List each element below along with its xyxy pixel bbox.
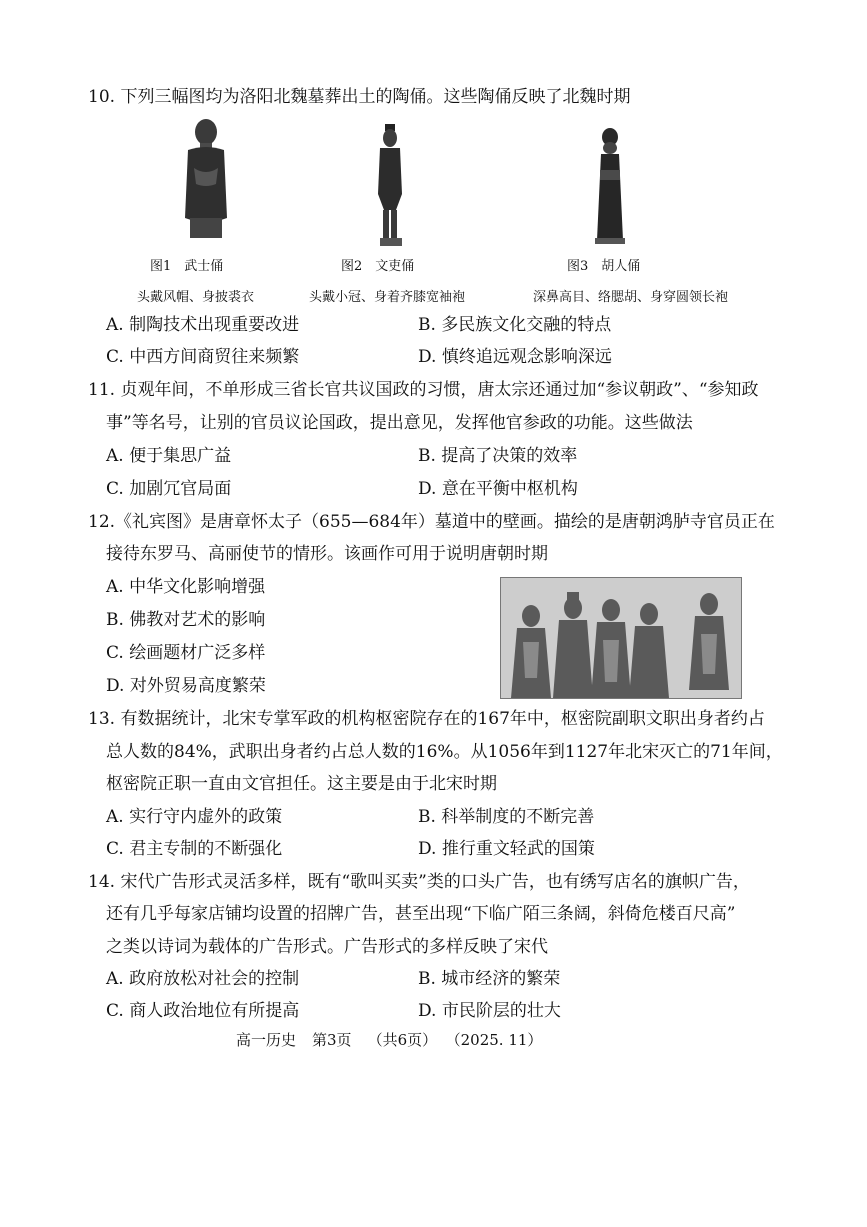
- q14-option-d: D. 市民阶层的壮大: [418, 1001, 561, 1021]
- q10-option-a: A. 制陶技术出现重要改进: [106, 315, 300, 335]
- q11-option-a: A. 便于集思广益: [106, 446, 232, 466]
- fig3-caption: 图3 胡人俑: [567, 259, 641, 274]
- q12-option-d: D. 对外贸易高度繁荣: [106, 676, 266, 696]
- fig1-caption: 图1 武士俑: [150, 259, 224, 274]
- q11-stem-line-1: 11. 贞观年间，不单形成三省长官共议国政的习惯，唐太宗还通过加“参议朝政”、“参知政: [88, 380, 759, 400]
- q13-stem-line-1: 13. 有数据统计，北宋专掌军政的机构枢密院存在的167年中，枢密院副职文职出身者约占: [88, 709, 765, 729]
- fig2-description: 头戴小冠、身着齐膝宽袖袍: [309, 290, 466, 305]
- official-figurine-image: [372, 124, 408, 248]
- reception-mural-image: [500, 577, 742, 699]
- q13-option-d: D. 推行重文轻武的国策: [418, 839, 595, 859]
- q14-option-c: C. 商人政治地位有所提高: [106, 1001, 300, 1021]
- fig2-caption: 图2 文吏俑: [341, 259, 415, 274]
- footer-subject: 高一历史: [236, 1031, 297, 1049]
- q11-option-b: B. 提高了决策的效率: [418, 446, 578, 466]
- fig3-description: 深鼻高目、络腮胡、身穿圆领长袍: [533, 290, 729, 305]
- footer-total-pages: （共6页）: [367, 1031, 438, 1049]
- footer-page-number: 第3页: [312, 1031, 352, 1049]
- q12-stem-line-2: 接待东罗马、高丽使节的情形。该画作可用于说明唐朝时期: [106, 544, 548, 564]
- q10-option-c: C. 中西方间商贸往来频繁: [106, 347, 300, 367]
- q11-stem-line-2: 事”等名号，让别的官员议论国政，提出意见，发挥他官参政的功能。这些做法: [106, 413, 693, 433]
- foreigner-figurine-image: [592, 128, 628, 244]
- q14-stem-line-1: 14. 宋代广告形式灵活多样，既有“歌叫买卖”类的口头广告，也有绣写店名的旗帜广告，: [88, 872, 750, 892]
- q12-option-a: A. 中华文化影响增强: [106, 577, 266, 597]
- q14-stem-line-2: 还有几乎每家店铺均设置的招牌广告，甚至出现“下临广陌三条阔，斜倚危楼百尺高”: [106, 904, 736, 924]
- q14-stem-line-3: 之类以诗词为载体的广告形式。广告形式的多样反映了宋代: [106, 937, 548, 957]
- page-footer: [236, 1029, 558, 1050]
- q13-option-a: A. 实行守内虚外的政策: [106, 807, 283, 827]
- q10-option-b: B. 多民族文化交融的特点: [418, 315, 612, 335]
- q10-stem-line-1: 10. 下列三幅图均为洛阳北魏墓葬出土的陶俑。这些陶俑反映了北魏时期: [88, 87, 631, 107]
- q13-option-b: B. 科举制度的不断完善: [418, 807, 595, 827]
- q13-stem-line-2: 总人数的84%，武职出身者约占总人数的16%。从1056年到1127年北宋灭亡的71年间，: [106, 742, 783, 762]
- q14-option-b: B. 城市经济的繁荣: [418, 969, 561, 989]
- q13-option-c: C. 君主专制的不断强化: [106, 839, 283, 859]
- q12-option-b: B. 佛教对艺术的影响: [106, 610, 266, 630]
- footer-date: （2025. 11）: [453, 1031, 543, 1049]
- q13-stem-line-3: 枢密院正职一直由文官担任。这主要是由于北宋时期: [106, 774, 497, 794]
- fig1-description: 头戴风帽、身披裘衣: [137, 290, 255, 305]
- q11-option-c: C. 加剧冗官局面: [106, 479, 232, 499]
- q12-stem-line-1: 12.《礼宾图》是唐章怀太子（655—684年）墓道中的壁画。描绘的是唐朝鸿胪寺官员正在: [88, 512, 775, 532]
- q14-option-a: A. 政府放松对社会的控制: [106, 969, 300, 989]
- q12-option-c: C. 绘画题材广泛多样: [106, 643, 266, 663]
- q11-option-d: D. 意在平衡中枢机构: [418, 479, 578, 499]
- warrior-figurine-image: [180, 118, 232, 242]
- q10-option-d: D. 慎终追远观念影响深远: [418, 347, 612, 367]
